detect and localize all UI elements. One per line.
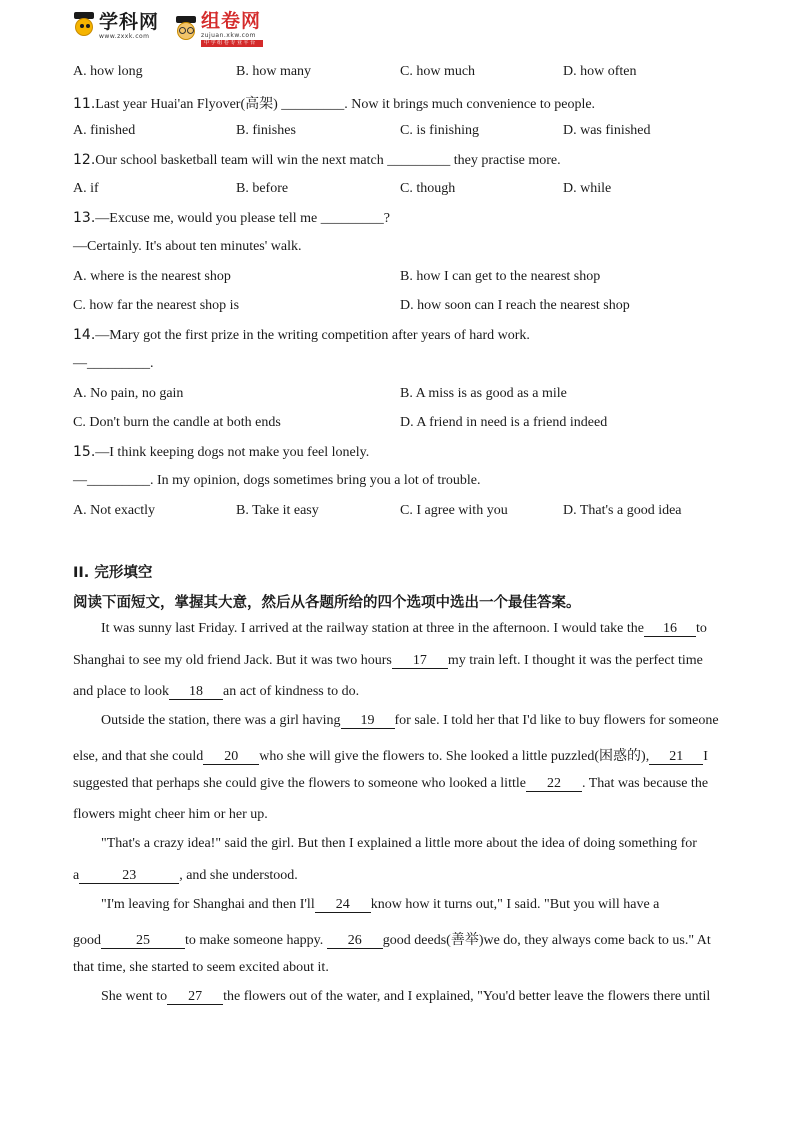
question-15-reply: —_________. In my opinion, dogs sometimes bring you a lot of trouble.	[73, 473, 481, 488]
blank-17[interactable]: 17	[392, 653, 448, 669]
question-14-stem	[73, 327, 530, 344]
question-text: Last year Huai'an Flyover(高架) _________. Now it brings much convenience to people.	[95, 97, 596, 112]
option-d[interactable]: D. A friend in need is a friend indeed	[400, 415, 608, 430]
passage-line: a 23 , and she understood.	[73, 868, 298, 883]
blank-24[interactable]: 24	[315, 897, 371, 913]
question-number: 13.	[73, 210, 96, 226]
passage-line: "That's a crazy idea!" said the girl. But then I explained a little more about the idea of doing something for	[101, 836, 697, 851]
option-a[interactable]: A. if	[73, 181, 99, 196]
passage-line: flowers might cheer him or her up.	[73, 807, 268, 822]
logo-badge: 中 学 组 卷 专 业 平 台	[201, 40, 263, 47]
question-text: —Excuse me, would you please tell me _________?	[95, 211, 390, 226]
logo-url: zujuan.xkw.com	[201, 32, 256, 39]
option-d[interactable]: D. was finished	[563, 123, 651, 138]
passage-line: good 25 to make someone happy. 26 good deeds(善举)we do, they always come back to us." At	[73, 933, 711, 948]
header-logos	[72, 12, 292, 48]
blank-26[interactable]: 26	[327, 933, 383, 949]
mascot-icon	[72, 12, 96, 40]
option-a[interactable]: A. where is the nearest shop	[73, 269, 231, 284]
blank-20[interactable]: 20	[203, 749, 259, 765]
question-14-reply: —_________.	[73, 356, 154, 371]
question-text: —I think keeping dogs not make you feel lonely.	[95, 445, 370, 460]
blank-21[interactable]: 21	[649, 749, 703, 765]
blank-16[interactable]: 16	[644, 621, 696, 637]
zxxk-logo[interactable]	[72, 12, 159, 40]
option-b[interactable]: B. how I can get to the nearest shop	[400, 269, 601, 284]
question-number: 12.	[73, 152, 96, 168]
logo-url: www.zxxk.com	[99, 32, 150, 40]
option-d[interactable]: D. That's a good idea	[563, 503, 682, 518]
blank-25[interactable]: 25	[101, 933, 185, 949]
passage-line: "I'm leaving for Shanghai and then I'll 24 know how it turns out," I said. "But you will have a	[101, 897, 660, 912]
option-b[interactable]: B. before	[236, 181, 289, 196]
question-number: 11.	[73, 96, 96, 112]
mascot-glasses-icon	[174, 16, 198, 44]
option-c[interactable]: C. how far the nearest shop is	[73, 298, 240, 313]
question-11-stem	[73, 93, 595, 113]
blank-27[interactable]: 27	[167, 989, 223, 1005]
question-text: —Mary got the first prize in the writing competition after years of hard work.	[95, 328, 530, 343]
passage-line: It was sunny last Friday. I arrived at the railway station at three in the afternoon. I would take the 16 to	[101, 621, 707, 636]
option-c[interactable]: C. is finishing	[400, 123, 479, 138]
logo-title: 组卷网	[201, 10, 262, 32]
option-a[interactable]: A. Not exactly	[73, 503, 156, 518]
question-15-stem	[73, 444, 369, 461]
option-a[interactable]: A. how long	[73, 64, 143, 79]
passage-line: that time, she started to seem excited about it.	[73, 960, 329, 975]
blank-19[interactable]: 19	[341, 713, 395, 729]
option-b[interactable]: B. Take it easy	[236, 503, 319, 518]
zujuan-logo[interactable]	[174, 12, 263, 47]
blank-22[interactable]: 22	[526, 776, 582, 792]
passage-line: Outside the station, there was a girl having 19 for sale. I told her that I'd like to buy flowers for someone	[101, 713, 719, 728]
option-a[interactable]: A. No pain, no gain	[73, 386, 184, 401]
option-b[interactable]: B. how many	[236, 64, 312, 79]
section-instruction: 阅读下面短文，掌握其大意，然后从各题所给的四个选项中选出一个最佳答案。	[73, 595, 581, 611]
option-b[interactable]: B. finishes	[236, 123, 296, 138]
option-a[interactable]: A. finished	[73, 123, 136, 138]
option-c[interactable]: C. Don't burn the candle at both ends	[73, 415, 281, 430]
passage-line: else, and that she could 20 who she will give the flowers to. She looked a little puzzled(困惑的), 21 I	[73, 749, 708, 764]
passage-line: suggested that perhaps she could give the flowers to someone who looked a little 22 . That was because the	[73, 776, 709, 791]
option-d[interactable]: D. while	[563, 181, 612, 196]
option-c[interactable]: C. how much	[400, 64, 476, 79]
passage-line: and place to look 18 an act of kindness to do.	[73, 684, 360, 699]
question-number: 14.	[73, 327, 96, 343]
passage-line: Shanghai to see my old friend Jack. But it was two hours 17 my train left. I thought it was the perfect time	[73, 653, 703, 668]
option-b[interactable]: B. A miss is as good as a mile	[400, 386, 567, 401]
logo-title: 学科网	[99, 10, 160, 33]
option-c[interactable]: C. I agree with you	[400, 503, 508, 518]
option-d[interactable]: D. how often	[563, 64, 637, 79]
section-title: II. 完形填空	[73, 565, 153, 581]
question-number: 15.	[73, 444, 96, 460]
question-13-reply: —Certainly. It's about ten minutes' walk.	[73, 239, 302, 254]
question-12-stem	[73, 152, 561, 169]
blank-23[interactable]: 23	[79, 868, 179, 884]
question-text: Our school basketball team will win the next match _________ they practise more.	[95, 153, 561, 168]
passage-line: She went to 27 the flowers out of the water, and I explained, "You'd better leave the flowers there until	[101, 989, 711, 1004]
question-13-stem	[73, 210, 390, 227]
option-c[interactable]: C. though	[400, 181, 456, 196]
option-d[interactable]: D. how soon can I reach the nearest shop	[400, 298, 630, 313]
blank-18[interactable]: 18	[169, 684, 223, 700]
